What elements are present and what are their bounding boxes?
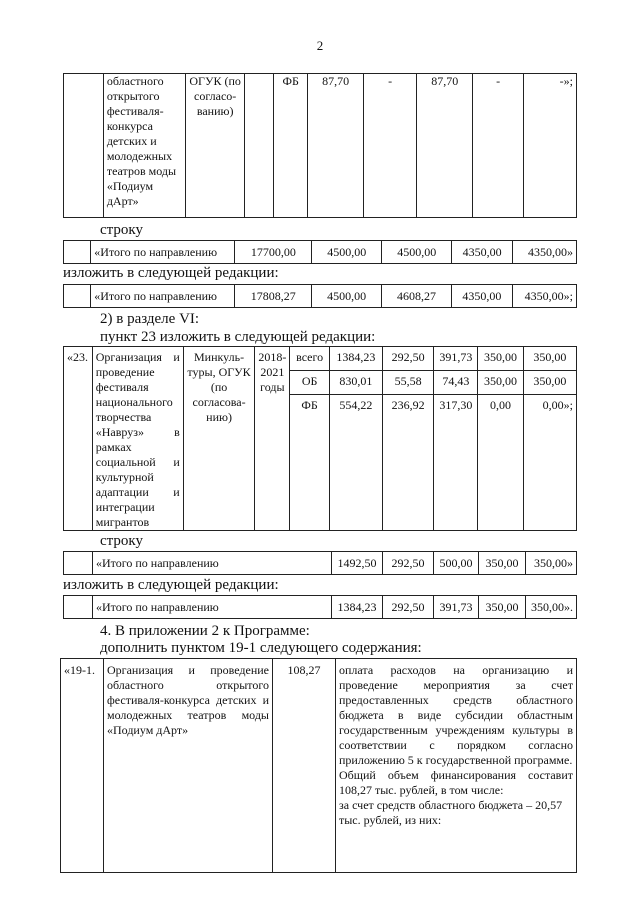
- cell-2019: 317,30: [434, 395, 478, 531]
- total-value: 4500,00: [312, 285, 382, 308]
- item-number: «23.: [64, 347, 93, 531]
- cell-2020: -: [473, 74, 524, 218]
- total-label: «Итого по направлению: [93, 552, 332, 575]
- total-value: 4350,00»;: [512, 285, 576, 308]
- total-value: 4350,00»: [513, 241, 577, 264]
- item-number: «19-1.: [61, 659, 104, 873]
- table-item-continuation: [63, 73, 577, 218]
- table-row: [64, 241, 577, 264]
- total-value: 350,00»: [526, 552, 577, 575]
- total-label: «Итого по направлению: [91, 241, 235, 264]
- total-label: «Итого по направлению: [93, 596, 332, 619]
- total-value: 4500,00: [382, 241, 452, 264]
- total-value: 17808,27: [235, 285, 312, 308]
- cell-2018: 236,92: [382, 395, 434, 531]
- text-izlozhit: изложить в следующей редакции:: [63, 265, 279, 281]
- cell-2020: 350,00: [478, 347, 523, 371]
- table-row: [64, 596, 577, 619]
- total-value: 4500,00: [312, 241, 382, 264]
- event-name: областного открытого фестиваля-конкурса детских и молодежных театров моды «Подиум дАрт»: [103, 74, 185, 218]
- cell-2021: 350,00: [523, 347, 576, 371]
- total-row-old-2: [63, 551, 577, 575]
- page-number: 2: [316, 38, 324, 53]
- amount: 108,27: [273, 659, 336, 873]
- cell-2019: 74,43: [434, 371, 478, 395]
- total-value: 391,73: [434, 596, 479, 619]
- description-text: за счет средств областного бюджета – 20,57 тыс. рублей, из них:: [339, 798, 563, 827]
- cell-total: 87,70: [308, 74, 364, 218]
- total-value: 500,00: [434, 552, 479, 575]
- cell-2018: 55,58: [382, 371, 434, 395]
- table-row: [64, 552, 577, 575]
- cell-2018: -: [364, 74, 417, 218]
- fund-source: ОБ: [290, 371, 329, 395]
- text-section-vi: 2) в разделе VI:: [100, 311, 200, 327]
- text-appendix-2: 4. В приложении 2 к Программе:: [100, 623, 310, 639]
- total-row-old-1: [63, 240, 577, 264]
- text-stroku: строку: [100, 222, 143, 238]
- executor: ОГУК (по согласо-ванию): [186, 74, 245, 218]
- executor: Минкуль-туры, ОГУК (по согласова-нию): [183, 347, 255, 531]
- text-stroku: строку: [100, 533, 143, 549]
- cell-2020: 350,00: [478, 371, 523, 395]
- total-row-new-1: [63, 284, 577, 308]
- cell-2021: -»;: [524, 74, 577, 218]
- cell-2021: 350,00: [523, 371, 576, 395]
- text-add-point: дополнить пунктом 19-1 следующего содержания:: [100, 640, 422, 656]
- table-row: [64, 347, 577, 371]
- total-row-new-2: [63, 595, 577, 619]
- period: 2018-2021 годы: [255, 347, 290, 531]
- table-row: [64, 74, 577, 218]
- cell-total: 830,01: [329, 371, 382, 395]
- total-value: 17700,00: [235, 241, 312, 264]
- total-value: 4608,27: [382, 285, 452, 308]
- table-row: [61, 659, 577, 873]
- table-row: [64, 285, 577, 308]
- total-value: 1492,50: [332, 552, 383, 575]
- table-item-23: [63, 346, 577, 531]
- total-value: 292,50: [383, 596, 434, 619]
- cell-total: 1384,23: [329, 347, 382, 371]
- description-text: Общий объем финансирования составит 108,27 тыс. рублей, в том числе:: [339, 768, 573, 797]
- description-text: оплата расходов на организацию и проведение мероприятия за счет предоставленных средств областного бюджета в виде субсидии областным государственным учреждениям культуры в соответствии с порядком согласно приложению 5 к государственной программе.: [339, 663, 573, 767]
- total-label: «Итого по направлению: [91, 285, 235, 308]
- total-value: 350,00: [479, 596, 526, 619]
- fund-source: ФБ: [290, 395, 329, 531]
- event-name: Организация и проведение фестиваля национального творчества «Навруз» в рамках социальной и культурной адаптации и интеграции мигрантов: [92, 347, 183, 531]
- cell-2020: 0,00: [478, 395, 523, 531]
- table-item-19-1: [60, 658, 577, 873]
- cell-2021: 0,00»;: [523, 395, 576, 531]
- event-name: Организация и проведение областного открытого фестиваля-конкурса детских и молодежных театров моды «Подиум дАрт»: [104, 659, 273, 873]
- text-point-23: пункт 23 изложить в следующей редакции:: [100, 329, 376, 345]
- cell-2019: 87,70: [417, 74, 473, 218]
- total-value: 350,00».: [526, 596, 577, 619]
- total-value: 1384,23: [332, 596, 383, 619]
- cell-2018: 292,50: [382, 347, 434, 371]
- cell-total: 554,22: [329, 395, 382, 531]
- total-value: 4350,00: [451, 285, 512, 308]
- text-izlozhit: изложить в следующей редакции:: [63, 577, 279, 593]
- total-value: 350,00: [479, 552, 526, 575]
- fund-source: ФБ: [274, 74, 308, 218]
- total-value: 4350,00: [452, 241, 513, 264]
- fund-source: всего: [290, 347, 329, 371]
- cell-2019: 391,73: [434, 347, 478, 371]
- total-value: 292,50: [383, 552, 434, 575]
